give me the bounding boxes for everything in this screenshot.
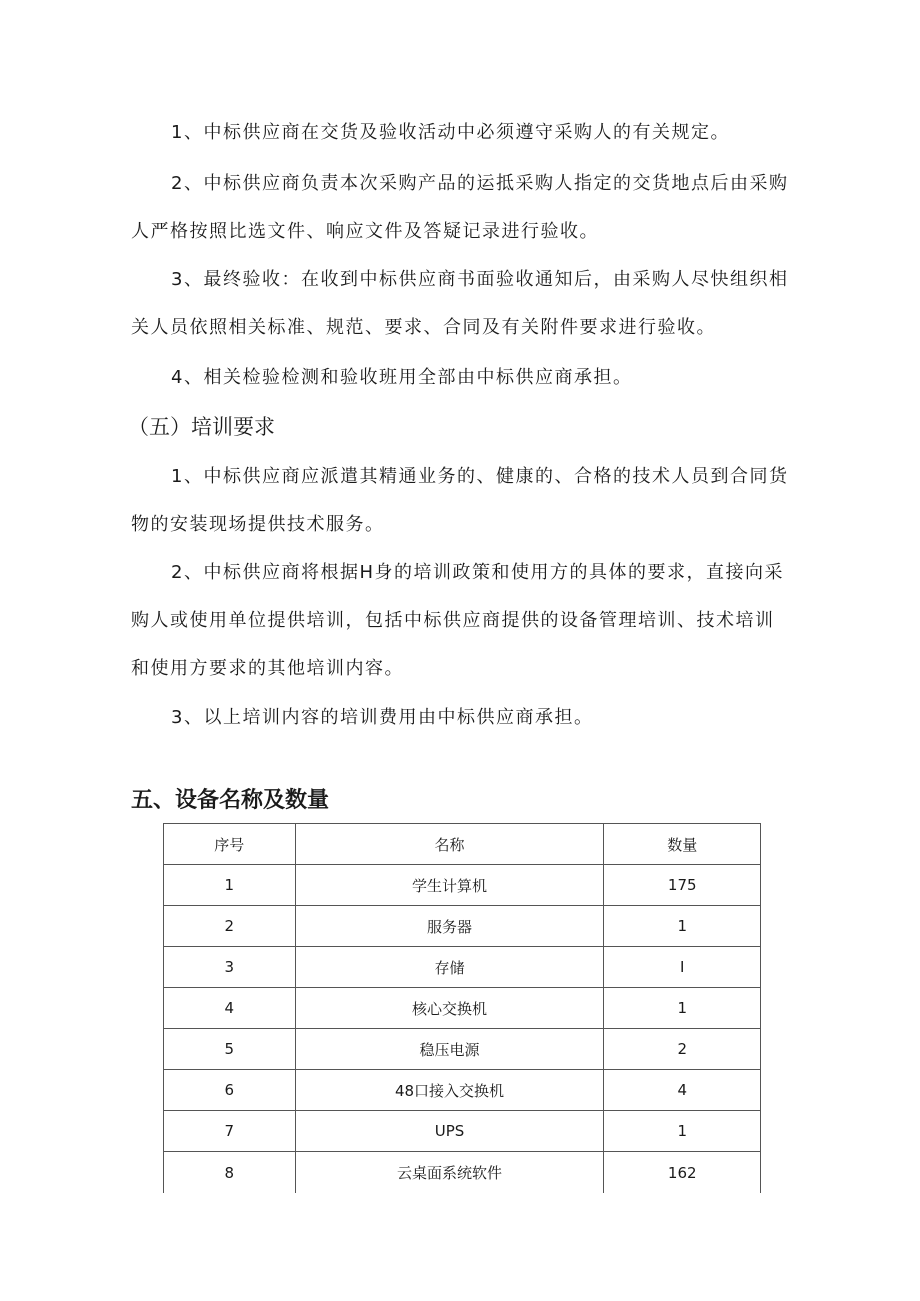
acceptance-item-3: 3、最终验收：在收到中标供应商书面验收通知后，由采购人尽快组织相关人员依照相关标准、规范、要求、合同及有关附件要求进行验收。: [131, 269, 789, 338]
header-name: 名称: [295, 824, 604, 865]
acceptance-item-1: 1、中标供应商在交货及验收活动中必须遵守采购人的有关规定。: [171, 122, 730, 143]
training-heading: （五）培训要求: [128, 415, 275, 439]
cell-index: 4: [164, 988, 296, 1029]
training-item-1: 1、中标供应商应派遣其精通业务的、健康的、合格的技术人员到合同货物的安装现场提供技术服务。: [131, 466, 789, 535]
acceptance-item-4: 4、相关检验检测和验收班用全部由中标供应商承担。: [171, 367, 633, 388]
cell-quantity: 1: [604, 906, 761, 947]
table-row: [164, 947, 761, 988]
cell-quantity: 4: [604, 1070, 761, 1111]
table-row: [164, 906, 761, 947]
table-row: [164, 865, 761, 906]
header-index: 序号: [164, 824, 296, 865]
cell-quantity: 2: [604, 1029, 761, 1070]
cell-name: 48口接入交换机: [295, 1070, 604, 1111]
training-item-3: 3、以上培训内容的培训费用由中标供应商承担。: [171, 707, 594, 728]
table-row: [164, 1070, 761, 1111]
cell-name: 云桌面系统软件: [295, 1152, 604, 1194]
cell-name: 服务器: [295, 906, 604, 947]
table-row: [164, 1111, 761, 1152]
cell-name: 学生计算机: [295, 865, 604, 906]
table-row: [164, 988, 761, 1029]
table-row: [164, 1152, 761, 1194]
cell-quantity: 1: [604, 1111, 761, 1152]
training-item-2: 2、中标供应商将根据H身的培训政策和使用方的具体的要求，直接向采购人或使用单位提供培训，包括中标供应商提供的设备管理培训、技术培训和使用方要求的其他培训内容。: [131, 562, 784, 679]
cell-index: 1: [164, 865, 296, 906]
cell-index: 6: [164, 1070, 296, 1111]
cell-quantity: 162: [604, 1152, 761, 1194]
cell-name: UPS: [295, 1111, 604, 1152]
cell-quantity: 1: [604, 988, 761, 1029]
cell-quantity: I: [604, 947, 761, 988]
acceptance-item-2: 2、中标供应商负责本次采购产品的运抵采购人指定的交货地点后由采购人严格按照比选文件、响应文件及答疑记录进行验收。: [131, 173, 789, 242]
cell-name: 核心交换机: [295, 988, 604, 1029]
cell-index: 2: [164, 906, 296, 947]
equipment-table: [163, 823, 761, 1193]
cell-index: 5: [164, 1029, 296, 1070]
cell-name: 存储: [295, 947, 604, 988]
cell-index: 8: [164, 1152, 296, 1194]
table-header-row: [164, 824, 761, 865]
header-quantity: 数量: [604, 824, 761, 865]
equipment-heading: 五、设备名称及数量: [131, 788, 330, 813]
cell-index: 3: [164, 947, 296, 988]
cell-name: 稳压电源: [295, 1029, 604, 1070]
cell-index: 7: [164, 1111, 296, 1152]
table-row: [164, 1029, 761, 1070]
cell-quantity: 175: [604, 865, 761, 906]
